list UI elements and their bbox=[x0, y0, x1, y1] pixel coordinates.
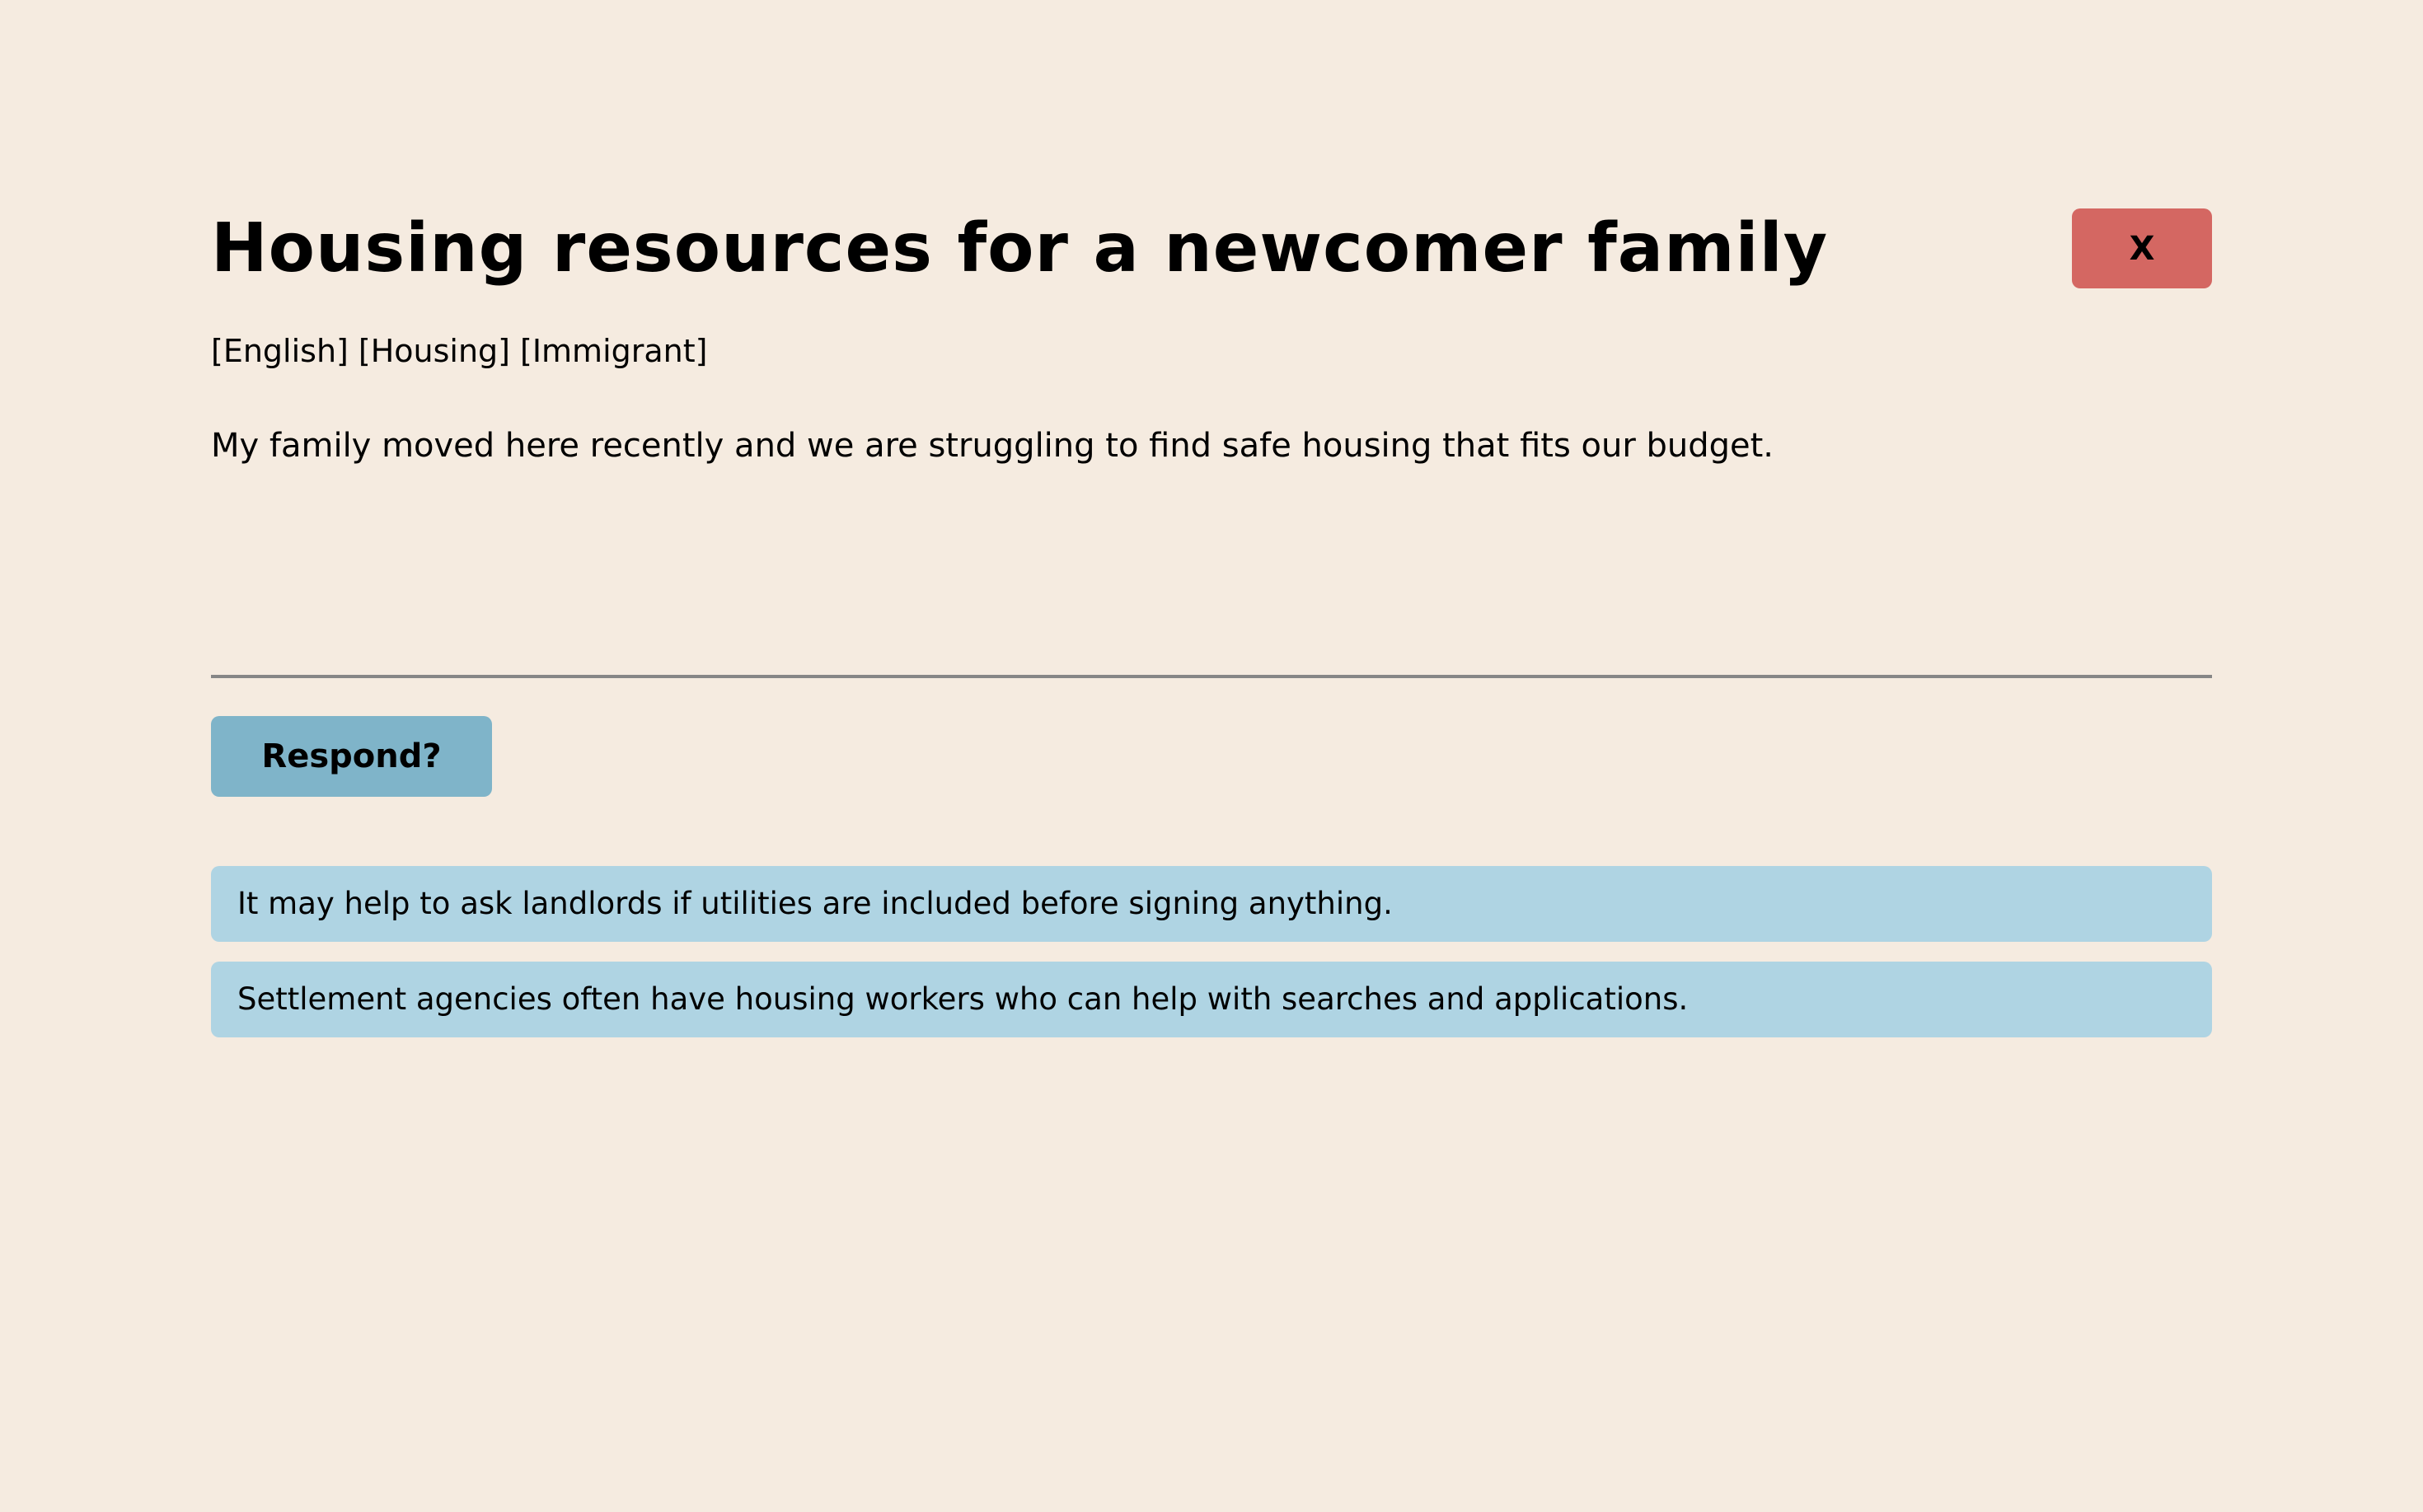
tag-english: [English] bbox=[211, 333, 349, 369]
tag-immigrant: [Immigrant] bbox=[520, 333, 708, 369]
close-button[interactable]: X bbox=[2072, 208, 2212, 288]
response-list bbox=[211, 866, 2212, 1057]
tag-housing: [Housing] bbox=[358, 333, 510, 369]
page-title: Housing resources for a newcomer family bbox=[211, 209, 1829, 288]
post-body: My family moved here recently and we are struggling to find safe housing that fits our budget. bbox=[211, 427, 1774, 465]
respond-button[interactable]: Respond? bbox=[211, 716, 492, 797]
response-item: Settlement agencies often have housing workers who can help with searches and applications. bbox=[211, 962, 2212, 1037]
post-detail bbox=[211, 0, 2212, 1512]
response-item: It may help to ask landlords if utilities are included before signing anything. bbox=[211, 866, 2212, 942]
divider bbox=[211, 675, 2212, 678]
tag-list bbox=[211, 328, 707, 374]
